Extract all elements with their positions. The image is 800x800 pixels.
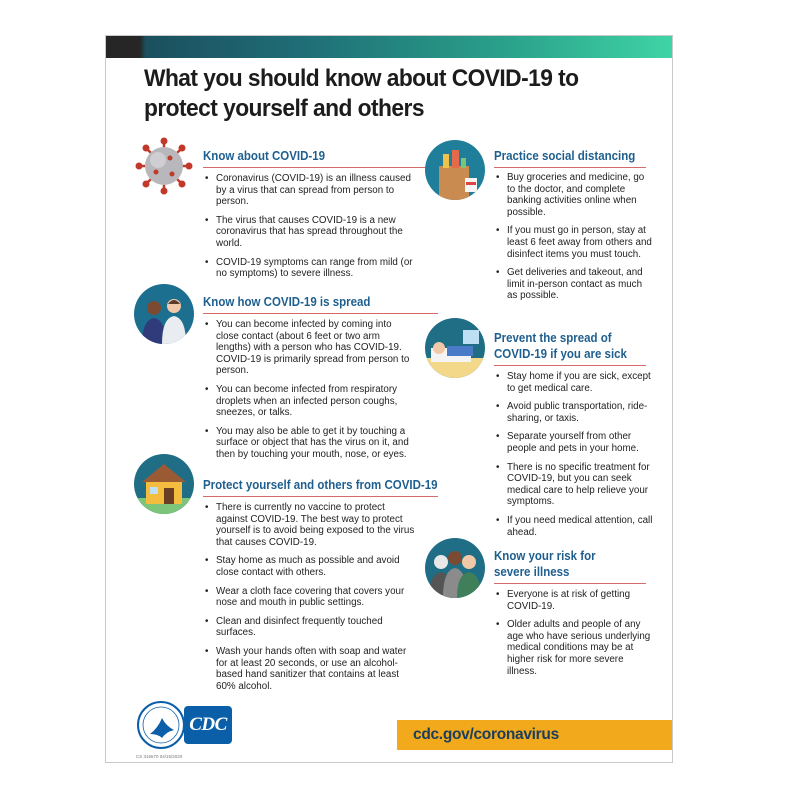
list-item: • Everyone is at risk of getting COVID-19. bbox=[494, 589, 654, 612]
footer-logos bbox=[136, 700, 236, 752]
bullet-list-social-distancing bbox=[494, 172, 654, 309]
list-item: • Stay home if you are sick, except to get medical care. bbox=[494, 371, 654, 394]
people-talking-icon bbox=[134, 284, 194, 344]
sick-in-bed-icon bbox=[425, 318, 485, 378]
bullet-list-how-spread bbox=[203, 319, 415, 468]
older-adults-icon bbox=[425, 538, 485, 598]
website-url[interactable]: cdc.gov/coronavirus bbox=[413, 726, 559, 743]
list-item: • If you must go in person, stay at least 6 feet away from others and disinfect items you must touch. bbox=[494, 225, 654, 260]
section-title-how-spread: Know how COVID-19 is spread bbox=[203, 294, 438, 314]
section-title-know-risk: Know your risk for severe illness bbox=[494, 548, 646, 584]
house-icon bbox=[134, 454, 194, 514]
list-item: • Clean and disinfect frequently touched surfaces. bbox=[203, 616, 415, 639]
list-item: • There is no specific treatment for COVID-19, but you can seek medical care to help relieve your symptoms. bbox=[494, 462, 654, 508]
list-item: • Wear a cloth face covering that covers your nose and mouth in public settings. bbox=[203, 586, 415, 609]
virus-icon bbox=[134, 136, 194, 196]
list-item: • Stay home as much as possible and avoid close contact with others. bbox=[203, 555, 415, 578]
list-item: • Get deliveries and takeout, and limit in-person contact as much as possible. bbox=[494, 267, 654, 302]
bullet-list-know-risk bbox=[494, 589, 654, 684]
section-title-protect: Protect yourself and others from COVID-19 bbox=[203, 477, 438, 497]
list-item: • You can become infected from respiratory droplets when an infected person coughs, sneezes, or talks. bbox=[203, 384, 415, 419]
fact-sheet-page bbox=[105, 35, 673, 763]
section-title-prevent-sick: Prevent the spread of COVID-19 if you are sick bbox=[494, 330, 646, 366]
list-item: • You may also be able to get it by touching a surface or object that has the virus on it, and then by touching your mouth, nose, or eyes. bbox=[203, 426, 415, 461]
section-title-know-about: Know about COVID-19 bbox=[203, 148, 438, 168]
bullet-list-prevent-sick bbox=[494, 371, 654, 545]
header-gradient-bar bbox=[106, 36, 672, 58]
list-item: • Coronavirus (COVID-19) is an illness caused by a virus that can spread from person to person. bbox=[203, 173, 413, 208]
document-id: CS 316570 04/15/2020 bbox=[136, 754, 183, 759]
url-banner bbox=[397, 720, 673, 750]
list-item: • Buy groceries and medicine, go to the doctor, and complete banking activities online when possible. bbox=[494, 172, 654, 218]
list-item: • If you need medical attention, call ahead. bbox=[494, 515, 654, 538]
list-item: • Older adults and people of any age who have serious underlying medical conditions may be at higher risk for more severe illness. bbox=[494, 619, 654, 677]
grocery-bag-icon bbox=[425, 140, 485, 200]
list-item: • Separate yourself from other people and pets in your home. bbox=[494, 431, 654, 454]
hhs-seal-icon bbox=[136, 700, 186, 750]
list-item: • You can become infected by coming into close contact (about 6 feet or two arm lengths) with a person who has COVID-19. COVID-19 is primarily spread from person to person. bbox=[203, 319, 415, 377]
list-item: • The virus that causes COVID-19 is a new coronavirus that has spread throughout the world. bbox=[203, 215, 413, 250]
list-item: • COVID-19 symptoms can range from mild (or no symptoms) to severe illness. bbox=[203, 257, 413, 280]
bullet-list-know-about bbox=[203, 173, 413, 287]
section-title-social-distancing: Practice social distancing bbox=[494, 148, 646, 168]
list-item: • Avoid public transportation, ride-sharing, or taxis. bbox=[494, 401, 654, 424]
list-item: • Wash your hands often with soap and water for at least 20 seconds, or use an alcohol-based hand sanitizer that contains at least 60% alcohol. bbox=[203, 646, 415, 692]
cdc-logo: CDC bbox=[184, 706, 232, 744]
list-item: • There is currently no vaccine to protect against COVID-19. The best way to protect yourself is to avoid being exposed to the virus that causes COVID-19. bbox=[203, 502, 415, 548]
page-title: What you should know about COVID-19 to protect yourself and others bbox=[144, 65, 579, 122]
bullet-list-protect bbox=[203, 502, 415, 699]
